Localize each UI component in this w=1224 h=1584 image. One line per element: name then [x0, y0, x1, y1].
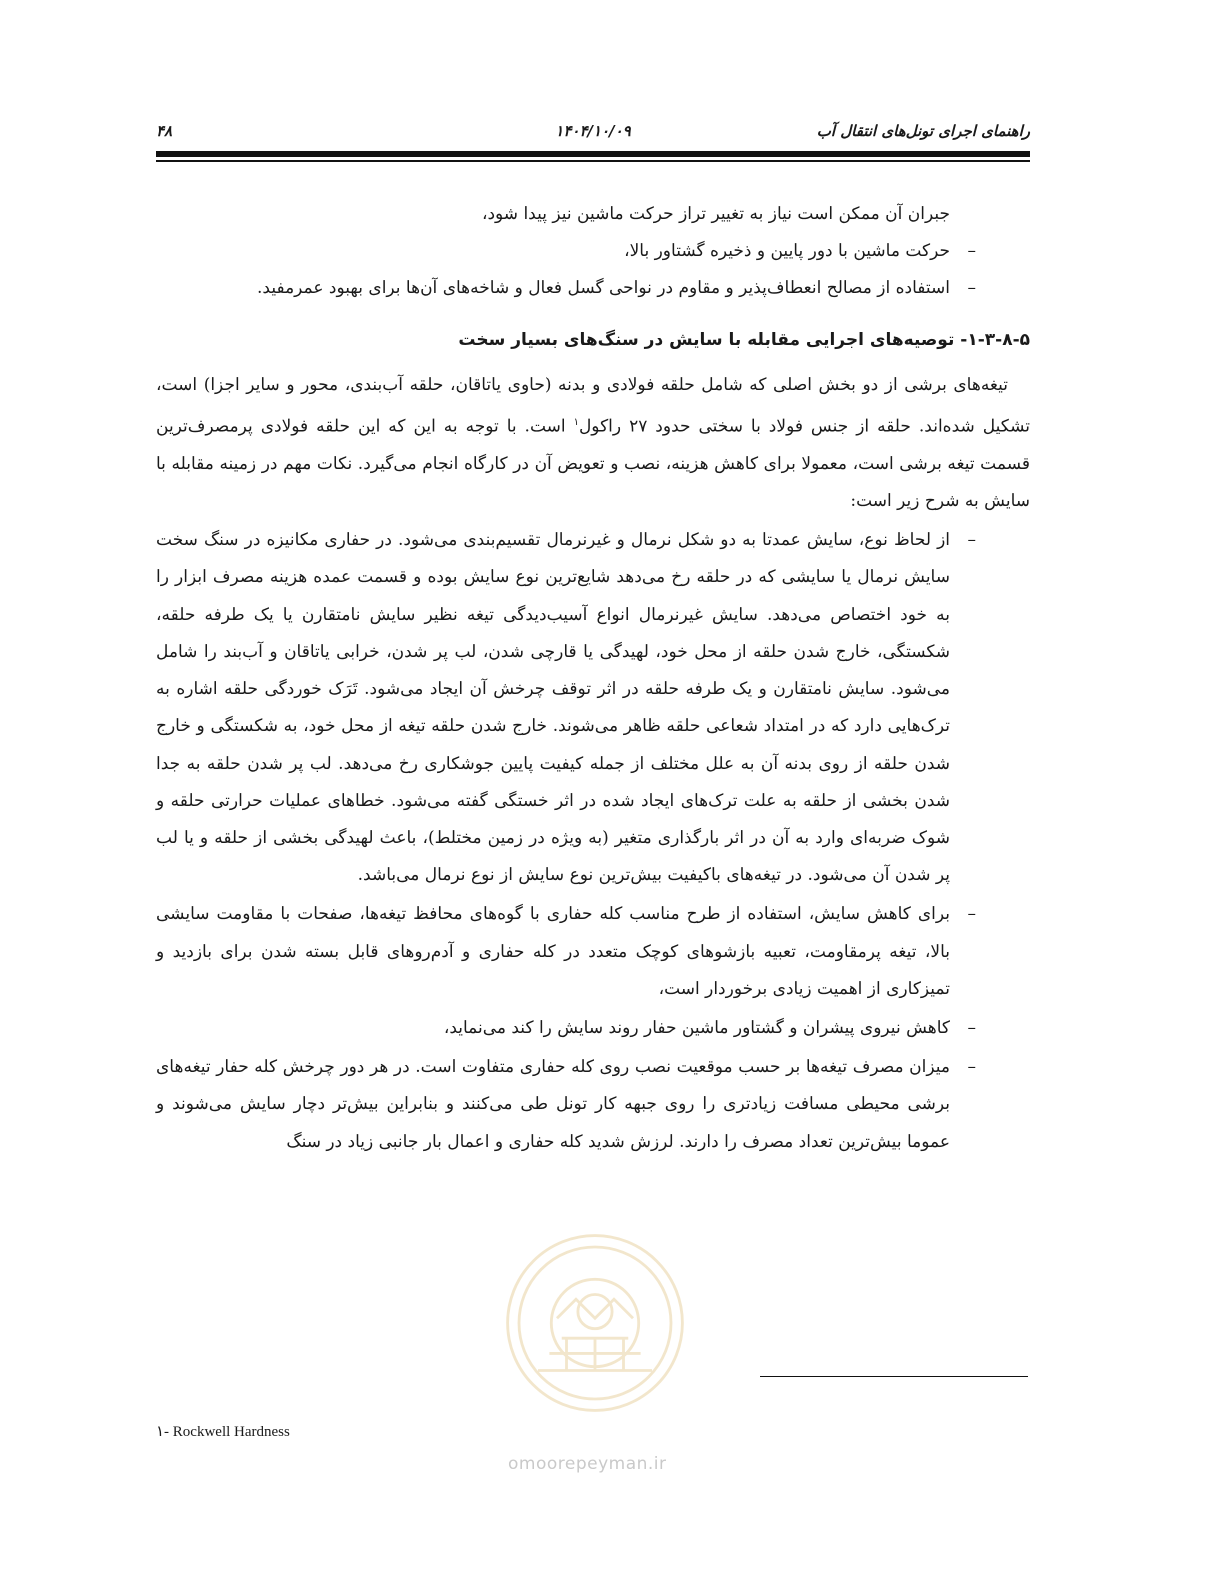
- paragraph-text-part2: است. با توجه به این که این حلقه فولادی پرمصرف‌ترین قسمت تیغه برشی است، معمولا برای کاهش هزینه، نصب و تعویض آن در کارگاه انجام می‌گیرد. نکات مهم در زمینه مقابله با سایش به شرح زیر است:: [156, 416, 1030, 512]
- list-item: [156, 896, 1030, 1008]
- page-header: [156, 118, 1030, 144]
- header-rule-thin: [156, 160, 1030, 162]
- list-item-text: میزان مصرف تیغه‌ها بر حسب موقعیت نصب روی کله حفاری متفاوت است. در هر دور چرخش کله حفار تیغه‌های برشی محیطی مسافت زیادتری را روی جبهه کار تونل طی می‌کنند و بنابراین بیش‌تر دچار سایش می‌شوند و عموما بیش‌ترین تعداد مصرف را دارند. لرزش شدید کله حفاری و اعمال بار جانبی زیاد در سنگ: [156, 1057, 950, 1152]
- page-body: [156, 196, 1030, 1161]
- footnote-rule: [760, 1376, 1028, 1377]
- list-item: [156, 522, 1030, 894]
- section-paragraph: [156, 367, 1030, 520]
- header-book-title: راهنمای اجرای تونل‌های انتقال آب: [816, 122, 1030, 140]
- list-item-text: برای کاهش سایش، استفاده از طرح مناسب کله حفاری با گوه‌های محافظ تیغه‌ها، صفحات با مقاومت سایشی بالا، تیغه پرمقاومت، تعبیه بازشوهای کوچک متعدد در کله حفاری و آدم‌روهای قابل بسته شدن برای بازدید و تمیزکاری از اهمیت زیادی برخوردار است،: [156, 904, 950, 999]
- dash-bullet-icon: –: [967, 1057, 976, 1078]
- section-heading: ۱-۳-۸-۵- توصیه‌های اجرایی مقابله با سایش در سنگ‌های بسیار سخت: [458, 329, 1030, 350]
- watermark-seal-icon: [500, 1228, 690, 1418]
- list-item-text: حرکت ماشین با دور پایین و ذخیره گشتاور بالا،: [624, 241, 950, 262]
- dash-bullet-icon: –: [967, 904, 976, 925]
- list-item: [156, 1010, 1030, 1047]
- list-item: [156, 233, 1030, 270]
- header-page-number: ۴۸: [156, 122, 173, 140]
- list-item-text: استفاده از مصالح انعطاف‌پذیر و مقاوم در نواحی گسل فعال و شاخه‌های آن‌ها برای بهبود عمرمفید.: [257, 278, 950, 299]
- footnote-reference: ۱: [573, 417, 579, 429]
- dash-bullet-icon: –: [967, 530, 976, 551]
- list-item: [156, 1049, 1030, 1161]
- intro-bullet-list: [156, 233, 1030, 307]
- dash-bullet-icon: –: [967, 241, 976, 262]
- list-item: [156, 270, 1030, 307]
- intro-continuation: جبران آن ممکن است نیاز به تغییر تراز حرکت ماشین نیز پیدا شود،: [481, 204, 950, 224]
- dash-bullet-icon: –: [967, 1017, 976, 1038]
- header-rule-thick: [156, 151, 1030, 157]
- list-item-text: از لحاظ نوع، سایش عمدتا به دو شکل نرمال و غیرنرمال تقسیم‌بندی می‌شود. در حفاری مکانیزه در سنگ سخت سایش نرمال یا سایشی که در حلقه رخ می‌دهد شایع‌ترین نوع سایش بوده و قسمت عمده هزینه مصرف ابزار را به خود اختصاص می‌دهد. سایش غیرنرمال انواع آسیب‌دیدگی تیغه نظیر سایش نامتقارن یا یک طرفه حلقه، شکستگی، خارج شدن حلقه از محل خود، لهیدگی یا قارچی شدن، لب پر شدن، خرابی یاتاقان و آب‌بند را شامل می‌شود. سایش نامتقارن و یک طرفه حلقه در اثر توقف چرخش آن ایجاد می‌شود. تَرَک خوردگی حلقه اشاره به ترک‌هایی دارد که در امتداد شعاعی حلقه ظاهر می‌شوند. خارج شدن حلقه تیغه از محل خود، به شکستگی و خارج شدن حلقه از روی بدنه آن به علل مختلف از جمله کیفیت پایین جوشکاری رخ می‌دهد. لب پر شدن حلقه به جدا شدن بخشی از حلقه به علت ترک‌های ایجاد شده در اثر خستگی گفته می‌شود. خطاهای عملیات حرارتی حلقه و شوک ضربه‌ای وارد به آن در اثر بارگذاری متغیر (به ویژه در زمین مختلط)، باعث لهیدگی بخشی از حلقه و یا لب پر شدن آن می‌شود. در تیغه‌های باکیفیت بیش‌ترین نوع سایش از نوع نرمال می‌باشد.: [156, 530, 951, 886]
- paragraph-text-part1: تیغه‌های برشی از دو بخش اصلی که شامل حلقه فولادی و بدنه (حاوی یاتاقان، حلقه آب‌بندی، محور و سایر اجزا) است، تشکیل شده‌اند. حلقه از جنس فولاد با سختی حدود ۲۷ راکول: [156, 374, 1030, 437]
- section-bullet-list: [156, 522, 1030, 1160]
- list-item-text: کاهش نیروی پیشران و گشتاور ماشین حفار روند سایش را کند می‌نماید،: [443, 1017, 950, 1038]
- footnote: ۱- Rockwell Hardness: [156, 1424, 290, 1440]
- header-date: ۱۴۰۴/۱۰/۰۹: [555, 122, 631, 140]
- dash-bullet-icon: –: [967, 278, 976, 299]
- watermark-site: omoorepeyman.ir: [508, 1454, 667, 1474]
